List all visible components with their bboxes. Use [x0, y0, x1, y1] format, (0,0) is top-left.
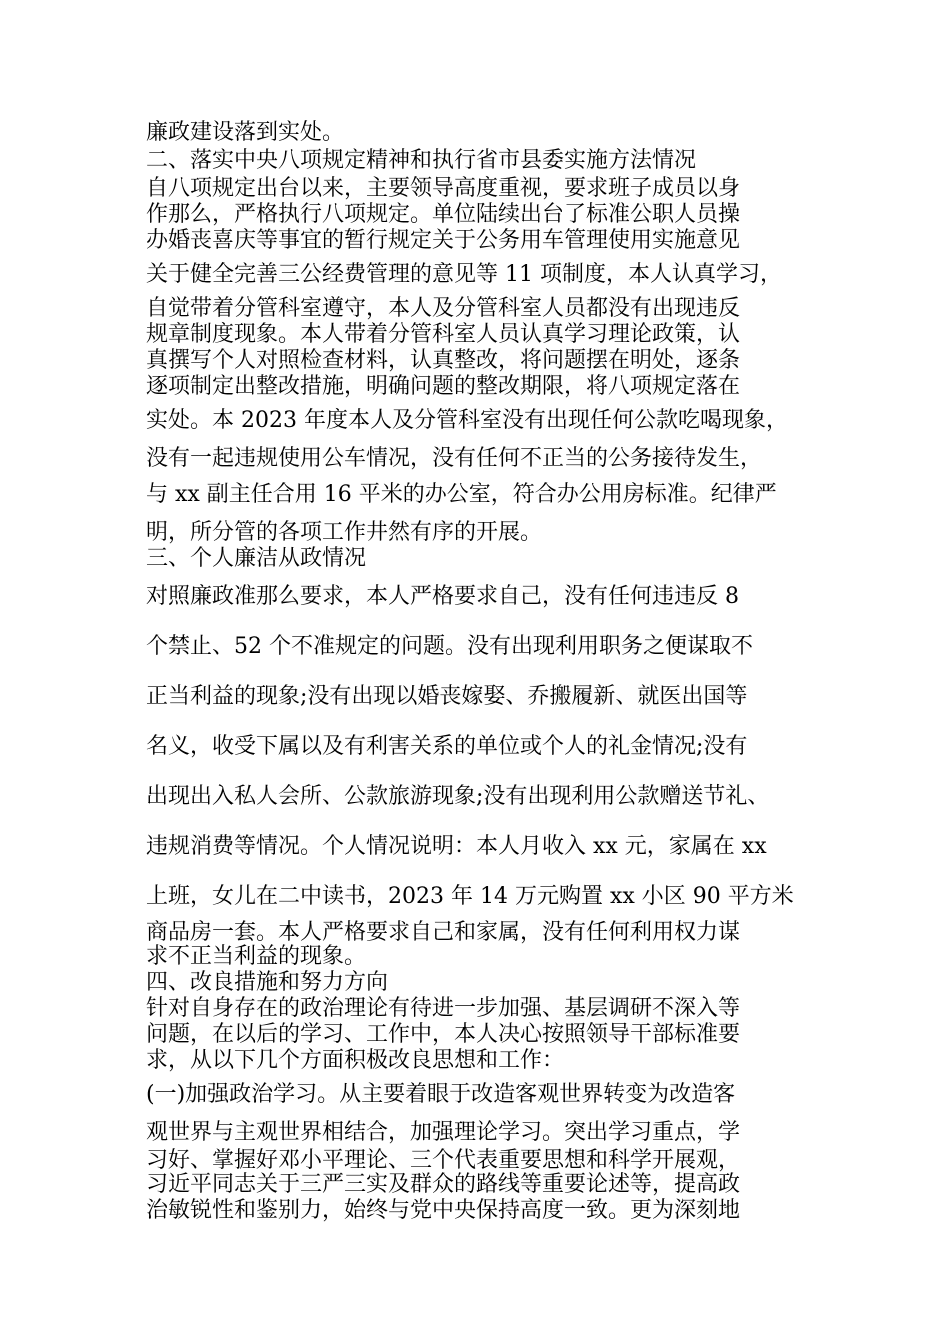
section-heading: 四、改良措施和努力方向 [146, 970, 389, 995]
text-line: 出现出入私人会所、公款旅游现象;没有出现利用公款赠送节礼、 [146, 784, 770, 809]
text-line: 实处。本 2023 年度本人及分管科室没有出现任何公款吃喝现象， [146, 408, 788, 433]
text-line: 问题，在以后的学习、工作中，本人决心按照领导干部标准要 [146, 1022, 741, 1047]
text-line: 求不正当利益的现象。 [146, 944, 367, 969]
text-line: 正当利益的现象;没有出现以婚丧嫁娶、乔搬履新、就医出国等 [146, 684, 748, 709]
text-line: 商品房一套。本人严格要求自己和家属，没有任何利用权力谋 [146, 920, 741, 945]
text-line: 明，所分管的各项工作井然有序的开展。 [146, 520, 543, 545]
text-line: 与 xx 副主任合用 16 平米的办公室，符合办公用房标准。纪律严 [146, 482, 777, 507]
text-line: 求，从以下几个方面积极改良思想和工作： [146, 1048, 565, 1073]
text-line: 违规消费等情况。个人情况说明：本人月收入 xx 元，家属在 xx [146, 834, 767, 859]
text-line: 上班，女儿在二中读书，2023 年 14 万元购置 xx 小区 90 平方米 [146, 884, 794, 909]
text-line: 自八项规定出台以来，主要领导高度重视，要求班子成员以身 [146, 176, 741, 201]
text-line: 个禁止、52 个不准规定的问题。没有出现利用职务之便谋取不 [146, 634, 753, 659]
text-line: 对照廉政准那么要求，本人严格要求自己，没有任何违违反 8 [146, 584, 739, 609]
text-line: 习近平同志关于三严三实及群众的路线等重要论述等，提高政 [146, 1172, 741, 1197]
text-line: 针对自身存在的政治理论有待进一步加强、基层调研不深入等 [146, 996, 741, 1021]
text-line: 治敏锐性和鉴别力，始终与党中央保持高度一致。更为深刻地 [146, 1198, 741, 1223]
section-heading: 三、个人廉洁从政情况 [146, 546, 367, 571]
text-line: 关于健全完善三公经费管理的意见等 11 项制度，本人认真学习， [146, 262, 782, 287]
text-line: 廉政建设落到实处。 [146, 120, 345, 145]
text-line: 作那么，严格执行八项规定。单位陆续出台了标准公职人员操 [146, 202, 741, 227]
text-line: 名义，收受下属以及有利害关系的单位或个人的礼金情况;没有 [146, 734, 748, 759]
section-heading: 二、落实中央八项规定精神和执行省市县委实施方法情况 [146, 148, 697, 173]
text-line: (一)加强政治学习。从主要着眼于改造客观世界转变为改造客 [146, 1082, 736, 1107]
text-line: 习好、掌握好邓小平理论、三个代表重要思想和科学开展观， [146, 1148, 741, 1173]
text-line: 规章制度现象。本人带着分管科室人员认真学习理论政策，认 [146, 322, 741, 347]
text-line: 办婚丧喜庆等事宜的暂行规定关于公务用车管理使用实施意见 [146, 228, 741, 253]
text-line: 逐项制定出整改措施，明确问题的整改期限，将八项规定落在 [146, 374, 741, 399]
text-line: 真撰写个人对照检查材料，认真整改，将问题摆在明处，逐条 [146, 348, 741, 373]
text-line: 观世界与主观世界相结合，加强理论学习。突出学习重点，学 [146, 1120, 741, 1145]
text-line: 自觉带着分管科室遵守，本人及分管科室人员都没有出现违反 [146, 296, 741, 321]
text-line: 没有一起违规使用公车情况，没有任何不正当的公务接待发生， [146, 446, 763, 471]
